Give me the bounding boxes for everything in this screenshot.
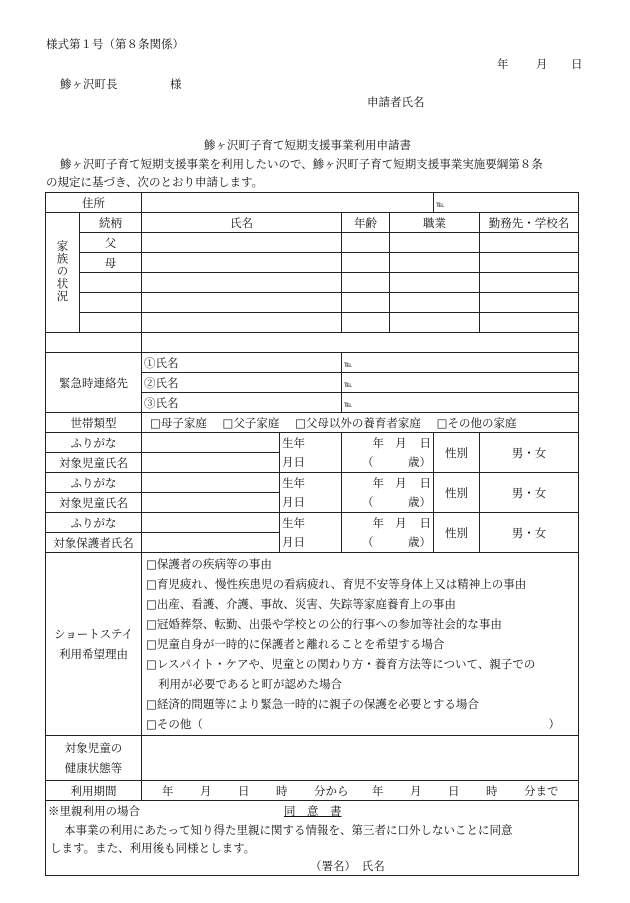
family-name-field[interactable] [142, 273, 342, 293]
family-col-name: 氏名 [142, 213, 342, 233]
reasons-list [142, 553, 579, 736]
reason-option-social[interactable]: □冠婚葬祭、転勤、出張や学校との公的行事への参加等社会的な事由 [146, 617, 502, 631]
family-row [46, 233, 579, 253]
family-age-field[interactable] [342, 313, 390, 333]
furigana-field[interactable] [142, 513, 280, 533]
emergency-name-field[interactable]: ①氏名 [142, 353, 342, 373]
reason-option-childbirth[interactable]: □出産、看護、介護、事故、災害、失踪等家庭養育上の事由 [146, 597, 456, 611]
family-section-label: 家族の状況 [46, 213, 80, 333]
birth-label: 月日 [280, 493, 342, 513]
family-job-field[interactable] [390, 253, 480, 273]
age-field[interactable]: （ 歳） [342, 493, 434, 513]
consent-title: 同 意 書 [284, 804, 342, 818]
person-furigana-row [46, 433, 579, 453]
family-age-field[interactable] [342, 273, 390, 293]
reason-option-child-wish[interactable]: □児童自身が一時的に保護者と離れることを希望する場合 [146, 637, 445, 651]
family-name-field[interactable] [142, 253, 342, 273]
date-day-label: 日 [571, 57, 583, 71]
reason-option-respite[interactable]: □レスパイト・ケアや、児童との関わり方・養育方法等について、親子での [146, 657, 536, 671]
reason-option-economic[interactable]: □経済的問題等により緊急一時的に親子の保護を必要とする場合 [146, 697, 479, 711]
family-row [46, 253, 579, 273]
family-row [46, 313, 579, 333]
foster-note: ※里親利用の場合 [48, 804, 140, 818]
intro-line-2: の規定に基づき、次のとおり申請します。 [46, 175, 264, 189]
reason-option-illness[interactable]: □保護者の疾病等の事由 [146, 557, 272, 571]
tel-label: ℡ [344, 399, 353, 409]
family-name-field[interactable] [142, 233, 342, 253]
form-number: 様式第１号（第８条関係） [46, 37, 184, 51]
guardian-name-label: 対象保護者氏名 [46, 533, 142, 553]
applicant-name-label: 申請者氏名 [367, 95, 425, 109]
reason-option-fatigue[interactable]: □育児疲れ、慢性疾患児の看病疲れ、育児不安等身体上又は精神上の事由 [146, 577, 527, 591]
gender-choice[interactable]: 男・女 [480, 473, 579, 513]
family-workplace-field[interactable] [480, 253, 579, 273]
household-option-single-mother[interactable]: □母子家庭 [150, 415, 207, 430]
family-job-field[interactable] [390, 293, 480, 313]
family-row [46, 293, 579, 313]
period-field[interactable]: 年 月 日 時 分から 年 月 日 時 分まで [142, 781, 579, 801]
intro-line-1: 鯵ヶ沢町子育て短期支援事業を利用したいので、鯵ヶ沢町子育て短期支援事業実施要綱第８条 [60, 157, 543, 171]
household-row [46, 413, 579, 433]
consent-signature-label: （署名） 氏名 [310, 859, 385, 873]
person-furigana-row [46, 473, 579, 493]
gender-label: 性別 [434, 473, 480, 513]
birth-date-field[interactable]: 年 月 日 [342, 473, 434, 493]
family-job-field[interactable] [390, 313, 480, 333]
child-name-label: 対象児童氏名 [46, 453, 142, 473]
age-field[interactable]: （ 歳） [342, 533, 434, 553]
family-col-relation: 続柄 [80, 213, 142, 233]
tel-label: ℡ [344, 359, 353, 369]
application-form-table [45, 192, 579, 876]
family-row [46, 273, 579, 293]
birth-label: 月日 [280, 453, 342, 473]
reasons-row [46, 553, 579, 736]
family-relation[interactable] [80, 293, 142, 313]
document-title: 鯵ヶ沢町子育て短期支援事業利用申請書 [204, 138, 411, 152]
addressee: 鯵ヶ沢町長 [60, 77, 118, 91]
health-field[interactable] [142, 736, 579, 781]
date-year-label: 年 [497, 57, 509, 71]
family-job-field[interactable] [390, 273, 480, 293]
family-relation[interactable] [80, 313, 142, 333]
reasons-label: ショートステイ 利用希望理由 [46, 553, 142, 736]
emergency-row [46, 353, 579, 373]
consent-box [46, 801, 579, 876]
birth-label: 生年 [280, 473, 342, 493]
date-month-label: 月 [536, 57, 548, 71]
family-col-job: 職業 [390, 213, 480, 233]
period-row [46, 781, 579, 801]
emergency-tel-field[interactable] [342, 393, 579, 413]
family-header-row [46, 213, 579, 233]
address-tel-field[interactable] [434, 193, 579, 213]
household-options [142, 413, 579, 433]
consent-text-1: 本事業の利用にあたって知り得た里親に関する情報を、第三者に口外しないことに同意 [64, 823, 513, 837]
birth-date-field[interactable]: 年 月 日 [342, 433, 434, 453]
emergency-tel-field[interactable] [342, 353, 579, 373]
birth-label: 生年 [280, 513, 342, 533]
household-option-other[interactable]: □その他の家庭 [436, 415, 517, 430]
emergency-label: 緊急時連絡先 [46, 353, 142, 413]
gender-choice[interactable]: 男・女 [480, 433, 579, 473]
gender-label: 性別 [434, 513, 480, 553]
household-option-single-father[interactable]: □父子家庭 [222, 415, 280, 430]
family-name-field[interactable] [142, 293, 342, 313]
family-col-age: 年齢 [342, 213, 390, 233]
family-relation: 母 [80, 253, 142, 273]
period-label: 利用期間 [46, 781, 142, 801]
tel-label: ℡ [344, 379, 353, 389]
family-job-field[interactable] [390, 233, 480, 253]
child-name-label: 対象児童氏名 [46, 493, 142, 513]
address-field[interactable] [142, 193, 434, 213]
address-label: 住所 [46, 193, 142, 213]
birth-label: 月日 [280, 533, 342, 553]
furigana-label: ふりがな [46, 433, 142, 453]
family-age-field[interactable] [342, 233, 390, 253]
furigana-label: ふりがな [46, 473, 142, 493]
health-label: 対象児童の 健康状態等 [46, 736, 142, 781]
health-row [46, 736, 579, 781]
furigana-field[interactable] [142, 473, 280, 493]
gender-choice[interactable]: 男・女 [480, 513, 579, 553]
family-name-field[interactable] [142, 313, 342, 333]
family-age-field[interactable] [342, 293, 390, 313]
furigana-label: ふりがな [46, 513, 142, 533]
emergency-tel-field[interactable] [342, 373, 579, 393]
tel-label: ℡ [436, 199, 445, 209]
household-label: 世帯類型 [46, 413, 142, 433]
family-workplace-field[interactable] [480, 273, 579, 293]
household-option-other-caregiver[interactable]: □父母以外の養育者家庭 [295, 415, 421, 430]
spacer-row [46, 333, 579, 353]
birth-date-field[interactable]: 年 月 日 [342, 513, 434, 533]
reason-option-other[interactable]: □その他（ ） [146, 714, 574, 734]
address-row [46, 193, 579, 213]
family-workplace-field[interactable] [480, 293, 579, 313]
person-furigana-row [46, 513, 579, 533]
family-age-field[interactable] [342, 253, 390, 273]
age-field[interactable]: （ 歳） [342, 453, 434, 473]
reason-other-close-paren: ） [548, 717, 560, 731]
emergency-name-field[interactable]: ②氏名 [142, 373, 342, 393]
family-workplace-field[interactable] [480, 233, 579, 253]
consent-row [46, 801, 579, 876]
emergency-name-field[interactable]: ③氏名 [142, 393, 342, 413]
reason-option-respite-continued: 利用が必要であると町が認めた場合 [158, 677, 342, 691]
birth-label: 生年 [280, 433, 342, 453]
child-name-field[interactable] [142, 453, 280, 473]
child-name-field[interactable] [142, 493, 280, 513]
gender-label: 性別 [434, 433, 480, 473]
family-relation: 父 [80, 233, 142, 253]
guardian-name-field[interactable] [142, 533, 280, 553]
consent-text-2: します。また、利用後も同様とします。 [50, 841, 256, 855]
honorific: 様 [170, 77, 182, 91]
furigana-field[interactable] [142, 433, 280, 453]
family-col-workplace: 勤務先・学校名 [480, 213, 579, 233]
family-relation[interactable] [80, 273, 142, 293]
family-workplace-field[interactable] [480, 313, 579, 333]
